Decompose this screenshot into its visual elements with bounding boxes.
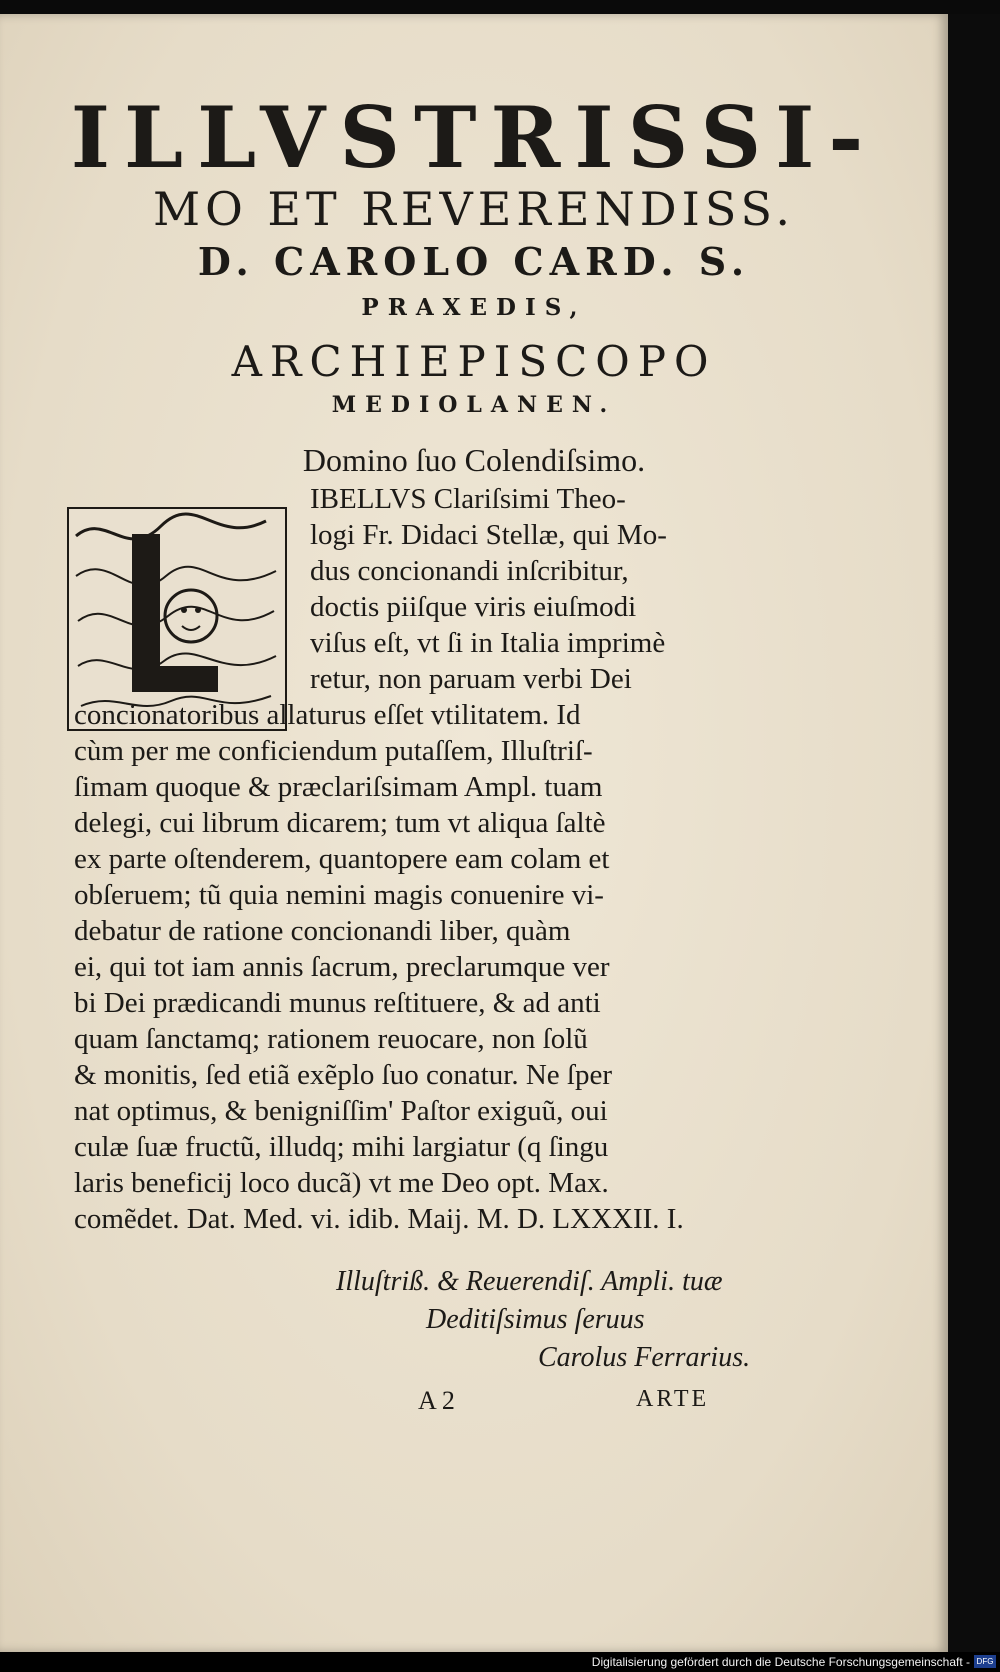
- scan-top-border: [0, 0, 1000, 14]
- title-line-1: ILLVSTRISSI-: [70, 88, 878, 187]
- body-line: bi Dei prædicandi munus reſtituere, & ad anti: [74, 987, 601, 1019]
- book-page: [0, 14, 948, 1652]
- body-line: laris beneficij loco ducã) vt me Deo opt. Max.: [74, 1167, 609, 1199]
- body-line: & monitis, ſed etiã exẽplo ſuo conatur. Ne ſper: [74, 1059, 612, 1091]
- body-line: obſeruem; tũ quia nemini magis conuenire vi-: [74, 879, 604, 911]
- signature-line-3: Carolus Ferrarius.: [538, 1342, 751, 1373]
- footer-credit-text: Digitalisierung gefördert durch die Deutsche Forschungsgemeinschaft -: [591, 1655, 970, 1669]
- body-line: quam ſanctamq; rationem reuocare, non ſolũ: [74, 1023, 588, 1055]
- body-line: concionatoribus allaturus eſſet vtilitatem. Id: [74, 699, 581, 731]
- dedication-line: Domino ſuo Colendiſsimo.: [302, 442, 646, 478]
- body-line: comẽdet. Dat. Med. vi. idib. Maij. M. D. LXXXII. I.: [74, 1203, 684, 1235]
- title-line-4: PRAXEDIS,: [361, 294, 587, 321]
- body-line: ſimam quoque & præclariſsimam Ampl. tuam: [74, 771, 603, 803]
- dfg-logo-icon: DFG: [974, 1655, 996, 1668]
- body-line: logi Fr. Didaci Stellæ, qui Mo-: [310, 519, 667, 551]
- body-line: culæ ſuæ fructũ, illudq; mihi largiatur (q ſingu: [74, 1131, 609, 1163]
- signature-line-2: Deditiſsimus ſeruus: [426, 1304, 645, 1335]
- title-line-5: ARCHIEPISCOPO: [231, 337, 717, 386]
- body-line: doctis piiſque viris eiuſmodi: [310, 591, 637, 623]
- body-line: IBELLVS Clariſsimi Theo-: [310, 483, 626, 515]
- body-line: viſus eſt, vt ſi in Italia imprimè: [310, 627, 666, 659]
- body-line: debatur de ratione concionandi liber, quàm: [74, 915, 571, 947]
- body-line: dus concionandi inſcribitur,: [310, 555, 629, 587]
- body-line: ex parte oſtenderem, quantopere eam colam et: [74, 843, 610, 875]
- body-line: nat optimus, & benigniſſim' Paſtor exiguũ, oui: [74, 1095, 608, 1127]
- body-line: ei, qui tot iam annis ſacrum, preclarumque ver: [74, 951, 610, 983]
- body-line: cùm per me conficiendum putaſſem, Illuſtriſ-: [74, 735, 593, 767]
- title-line-3: D. CAROLO CARD. S.: [197, 239, 751, 284]
- body-line: delegi, cui librum dicarem; tum vt aliqua ſaltè: [74, 807, 606, 839]
- signature-line-1: Illuſtriß. & Reuerendiſ. Ampli. tuæ: [336, 1266, 723, 1297]
- title-line-6: MEDIOLANEN.: [331, 392, 617, 418]
- signature-mark: A 2: [418, 1386, 455, 1415]
- body-line: retur, non paruam verbi Dei: [310, 663, 632, 695]
- scan-right-border: [948, 14, 1000, 1652]
- catchword: ARTE: [636, 1386, 710, 1412]
- title-line-2: MO ET REVERENDISS.: [152, 182, 796, 236]
